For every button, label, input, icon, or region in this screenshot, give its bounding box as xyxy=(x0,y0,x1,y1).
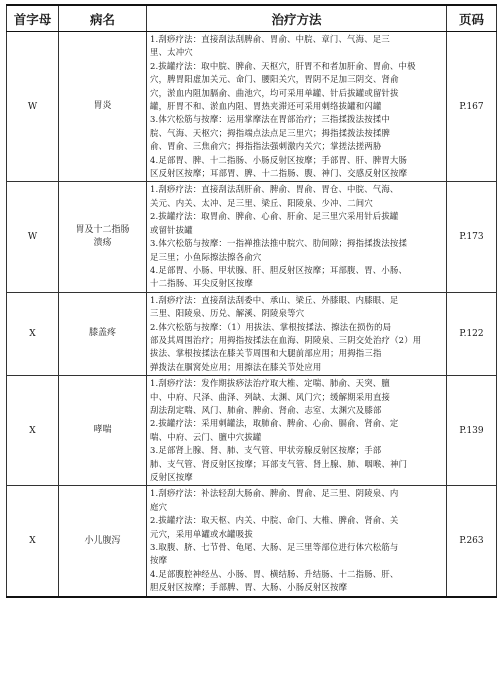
treatment-method-cell xyxy=(147,376,447,486)
treatment-method-line: 罐，肝胃不和、淤血内阻、胃热夹滞还可采用刺络拔罐和闪罐 xyxy=(150,101,382,112)
disease-name-line: 胃炎 xyxy=(93,101,112,112)
treatment-method-line: 中、中府、尺泽、曲泽、列缺、太渊、风门穴；缓解期采用直接 xyxy=(150,391,391,402)
header-letter: 首字母 xyxy=(7,5,59,32)
treatment-method-cell xyxy=(147,292,447,375)
treatment-method-line: 1.刮痧疗法：直接刮法刮脾俞、胃俞、中脘、章门、气海、足三 xyxy=(150,34,390,44)
header-method: 治疗方法 xyxy=(147,5,447,32)
disease-name-cell xyxy=(59,486,147,597)
treatment-method-line: 2.拔罐疗法：取天枢、内关、中脘、命门、大椎、脾俞、肾俞、关 xyxy=(150,515,399,526)
treatment-method-cell xyxy=(147,32,447,182)
treatment-method-line: 按摩 xyxy=(150,555,168,566)
treatment-method-line: 3.体穴松筋与按摩：运用掌摩法在胃部治疗；三指揉拨法按揉中 xyxy=(150,114,390,125)
treatment-method-line: 脘、气海、天枢穴；拇指端点法点足三里穴；拇指揉拨法按揉脾 xyxy=(150,127,391,138)
treatment-method-line: 庭穴 xyxy=(150,501,168,512)
treatment-method-line: 元穴，采用单罐或水罐吸拔 xyxy=(150,528,253,539)
treatment-method-line: 部及其周围治疗；用拇指按揉法在血海、阴陵泉、三阴交处治疗（2）用 xyxy=(150,334,422,345)
treatment-method-line: 胆反射区按摩；手部脾、胃、大肠、小肠反射区按摩 xyxy=(150,582,348,593)
table-body xyxy=(7,32,497,597)
treatment-method-cell xyxy=(147,486,447,597)
table-row xyxy=(7,182,497,292)
treatment-method-line: 1.刮痧疗法：发作期拔痧法治疗取大椎、定喘、肺俞、天突、膻 xyxy=(150,378,390,389)
disease-name-cell xyxy=(59,376,147,486)
treatment-method-line: 1.刮痧疗法：直接刮法刮肝俞、脾俞、胃俞、胃仓、中脘、气海、 xyxy=(150,184,399,195)
disease-name-line: 溃疡 xyxy=(93,238,112,249)
treatment-method-line: 2.拔罐疗法：采用刺罐法，取肺俞、脾俞、心俞、膈俞、肾俞、定 xyxy=(150,418,399,429)
treatment-method-line: 拔法、掌根按揉法在膝关节周围和大腿前部应用；用拇指三指 xyxy=(150,348,382,359)
treatment-method-line: 穴，脾胃阳虚加关元、命门、腰阳关穴，胃阴不足加三阴交、肾俞 xyxy=(150,74,399,85)
page-number-cell: P.139 xyxy=(447,376,497,486)
disease-name-cell xyxy=(59,182,147,292)
initial-letter-cell: X xyxy=(7,292,59,375)
treatment-method-line: 刮法刮定喘、风门、肺俞、脾俞、肾俞、志室、太渊穴及膝部 xyxy=(150,404,382,415)
header-page: 页码 xyxy=(447,5,497,32)
table-header-row xyxy=(7,5,497,32)
initial-letter-cell: W xyxy=(7,32,59,182)
table-row xyxy=(7,292,497,375)
treatment-method-line: 俞、胃俞、三焦俞穴；拇指指法强刺激内关穴；掌搓法搓两胁 xyxy=(150,141,382,152)
treatment-method-line: 1.刮痧疗法：补法轻刮大肠俞、脾俞、胃俞、足三里、阴陵泉、内 xyxy=(150,488,399,499)
table-row xyxy=(7,32,497,182)
initial-letter-cell: W xyxy=(7,182,59,292)
treatment-method-line: 里、太冲穴 xyxy=(150,47,193,58)
treatment-method-cell xyxy=(147,182,447,292)
treatment-method-line: 4.足部胃、小肠、甲状腺、肝、胆反射区按摩；耳部腹、胃、小肠、 xyxy=(150,264,408,275)
disease-name-line: 膝盖疼 xyxy=(88,328,116,339)
treatment-method-line: 2.体穴松筋与按摩：（1）用拔法、掌根按揉法、擦法在损伤的局 xyxy=(150,321,392,332)
treatment-method-line: 弹拨法在腘窝处应用；用擦法在膝关节处应用 xyxy=(150,361,322,372)
disease-name-line: 胃及十二指肠 xyxy=(75,225,130,236)
page-number-cell: P.167 xyxy=(447,32,497,182)
treatment-method-line: 2.拔罐疗法：取胃俞、脾俞、心俞、肝俞、足三里穴采用针后拔罐 xyxy=(150,211,399,222)
treatment-method-line: 2.拔罐疗法：取中脘、脾俞、天枢穴，肝胃不和者加肝俞、胃俞、中极 xyxy=(150,60,416,71)
initial-letter-cell: X xyxy=(7,486,59,597)
disease-name-line: 小儿腹泻 xyxy=(84,535,121,546)
treatment-method-line: 4.足部胃、脾、十二指肠、小肠反射区按摩；手部胃、肝、脾胃大肠 xyxy=(150,154,408,165)
treatment-method-line: 4.足部腹腔神经丛、小肠、胃、横结肠、升结肠、十二指肠、肝、 xyxy=(150,568,399,579)
treatment-method-line: 反射区按摩 xyxy=(150,472,193,482)
treatment-method-line: 3.足部肾上腺、肾、肺、支气管、甲状旁腺反射区按摩；手部 xyxy=(150,445,382,456)
treatment-method-line: 穴，淤血内阻加膈俞、曲池穴，均可采用单罐、针后拔罐或留针拔 xyxy=(150,87,399,98)
disease-name-line: 哮喘 xyxy=(93,425,112,436)
page-number-cell: P.263 xyxy=(447,486,497,597)
treatment-method-line: 3.取腹、脐、七节骨、龟尾、大肠、足三里等部位进行体穴松筋与 xyxy=(150,542,399,553)
header-disease: 病名 xyxy=(59,5,147,32)
treatment-method-line: 十二指肠、耳尖反射区按摩 xyxy=(150,278,253,289)
treatment-method-line: 1.刮痧疗法：直接刮法刮委中、承山、梁丘、外膝眼、内膝眼、足 xyxy=(150,294,399,305)
initial-letter-cell: X xyxy=(7,376,59,486)
disease-name-cell xyxy=(59,32,147,182)
table-row xyxy=(7,486,497,597)
treatment-method-line: 三里、阳陵泉、历兑、解溪、阴陵泉等穴 xyxy=(150,308,305,319)
treatment-method-line: 3.体穴松筋与按摩：一指禅推法推中脘穴、肋间隙；拇指揉拨法按揉 xyxy=(150,238,408,249)
treatment-method-line: 足三里；小鱼际擦法擦各俞穴 xyxy=(150,251,262,262)
treatment-method-line: 区反射区按摩；耳部胃、脾、十二指肠、腹、神门、交感反射区按摩 xyxy=(150,168,408,179)
treatment-method-line: 或留针拔罐 xyxy=(150,224,193,235)
page-number-cell: P.122 xyxy=(447,292,497,375)
therapy-table xyxy=(6,4,497,598)
disease-name-cell xyxy=(59,292,147,375)
page-number-cell: P.173 xyxy=(447,182,497,292)
table-row xyxy=(7,376,497,486)
treatment-method-line: 关元、内关、太冲、足三里、梁丘、阳陵泉、少冲、二间穴 xyxy=(150,197,373,208)
treatment-method-line: 喘、中府、云门、膻中穴拔罐 xyxy=(150,431,262,442)
treatment-method-line: 肺、支气管、肾反射区按摩；耳部支气管、肾上腺、肺、咽喉、神门 xyxy=(150,458,408,469)
